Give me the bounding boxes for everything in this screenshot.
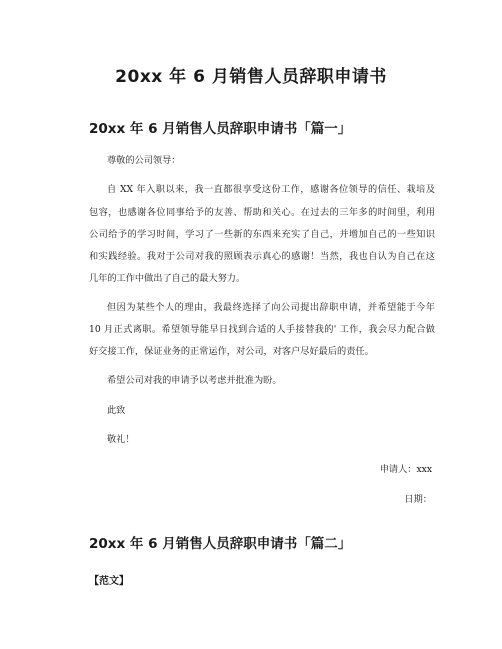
section-heading-2: 20xx 年 6 月销售人员辞职申请书「篇二」 [89,536,352,552]
paragraph1-line3: 公司给予的学习时间，学习了一些新的东西来充实了自己，并增加自己的一些知识 [89,229,435,240]
paragraph1-line5: 几年的工作中做出了自己的最大努力。 [89,273,246,284]
closing-line1: 此致 [107,405,126,416]
section-tag: 【范文】 [89,576,129,587]
section-heading-1: 20xx 年 6 月销售人员辞职申请书「篇一」 [89,121,352,137]
paragraph1-line2: 包容，也感谢各位同事给予的友善、帮助和关心。在过去的三年多的时间里，利用 [89,207,435,218]
document-title: 20xx 年 6 月销售人员辞职申请书 [115,67,387,87]
paragraph2-line1: 但因为某些个人的理由，我最终选择了向公司提出辞职申请，并希望能于今年 [107,302,435,313]
salutation: 尊敬的公司领导： [107,155,181,166]
paragraph3: 希望公司对我的申请予以考虑并批准为盼。 [107,375,282,386]
paragraph1-line1: 自 XX 年入职以来，我一直都很享受这份工作，感谢各位领导的信任、栽培及 [107,184,435,195]
paragraph2-line2: 10 月正式离职。希望领导能早日找到合适的人手接替我的' 工作，我会尽力配合做 [89,324,435,335]
date-line: 日期： [404,494,432,505]
closing-line2: 敬礼！ [107,434,135,445]
applicant-line: 申请人：xxx [379,464,432,475]
paragraph1-line4: 和实践经验。我对于公司对我的照顾表示真心的感谢！当然，我也自认为自己在这 [89,251,435,262]
paragraph2-line3: 好交接工作，保证业务的正常运作，对公司，对客户尽好最后的责任。 [89,346,374,357]
